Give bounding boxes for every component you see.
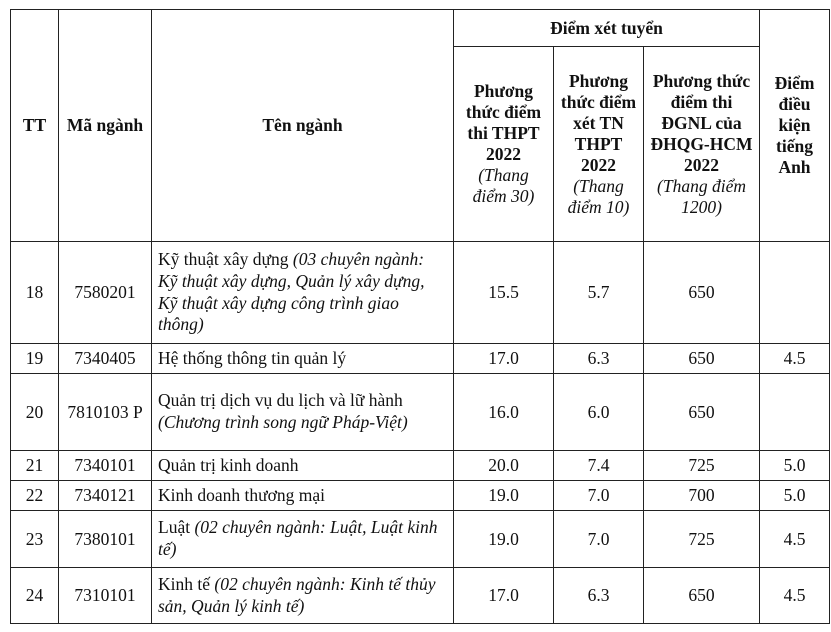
cell-tt: 18 [11, 242, 59, 344]
major-note: (02 chuyên ngành: Kinh tế thủy sản, Quản lý kinh tế) [158, 573, 436, 616]
cell-code: 7340121 [59, 481, 152, 511]
major-name: Luật [158, 517, 195, 538]
header-method-2-title: Phương thức điểm xét TN THPT 2022 [560, 70, 637, 175]
cell-method-1: 19.0 [454, 481, 554, 511]
major-name: Quản trị dịch vụ du lịch và lữ hành [158, 390, 403, 411]
cell-method-3: 725 [644, 511, 760, 568]
cell-method-1: 15.5 [454, 242, 554, 344]
cell-english: 4.5 [760, 568, 830, 624]
cell-method-3: 650 [644, 374, 760, 451]
cell-method-2: 6.0 [554, 374, 644, 451]
header-method-1-note: (Thang điểm 30) [472, 165, 535, 206]
cell-name [152, 511, 454, 568]
cell-code: 7340405 [59, 344, 152, 374]
cell-method-3: 650 [644, 344, 760, 374]
header-english: Điểm điều kiện tiếng Anh [760, 10, 830, 242]
header-name: Tên ngành [152, 10, 454, 242]
cell-tt: 23 [11, 511, 59, 568]
cell-method-2: 6.3 [554, 568, 644, 624]
header-method-2-note: (Thang điểm 10) [567, 175, 630, 217]
cell-code: 7310101 [59, 568, 152, 624]
cell-code: 7380101 [59, 511, 152, 568]
cell-method-2: 7.0 [554, 481, 644, 511]
major-name: Kinh doanh thương mại [158, 484, 325, 505]
cell-name [152, 242, 454, 344]
cell-method-1: 16.0 [454, 374, 554, 451]
header-method-3-title: Phương thức điểm thi ĐGNL của ĐHQG-HCM 2022 [650, 70, 753, 175]
header-tt: TT [11, 10, 59, 242]
header-method-3 [644, 47, 760, 242]
header-method-2 [554, 47, 644, 242]
cell-method-2: 7.0 [554, 511, 644, 568]
table-row [11, 568, 830, 624]
cell-method-2: 6.3 [554, 344, 644, 374]
cell-name [152, 481, 454, 511]
admission-score-table [10, 9, 830, 624]
cell-name [152, 568, 454, 624]
cell-method-3: 650 [644, 568, 760, 624]
cell-name [152, 374, 454, 451]
cell-tt: 21 [11, 451, 59, 481]
table-row [11, 374, 830, 451]
major-name: Quản trị kinh doanh [158, 454, 299, 475]
cell-method-2: 5.7 [554, 242, 644, 344]
cell-method-1: 17.0 [454, 568, 554, 624]
header-code: Mã ngành [59, 10, 152, 242]
table-row [11, 481, 830, 511]
cell-english: 5.0 [760, 481, 830, 511]
table-row [11, 242, 830, 344]
cell-method-1: 19.0 [454, 511, 554, 568]
cell-name [152, 451, 454, 481]
major-name: Kinh tế [158, 573, 215, 594]
header-score-group: Điểm xét tuyển [454, 10, 760, 47]
cell-tt: 22 [11, 481, 59, 511]
major-name: Hệ thống thông tin quản lý [158, 347, 347, 368]
cell-method-3: 725 [644, 451, 760, 481]
cell-method-1: 17.0 [454, 344, 554, 374]
table-row [11, 511, 830, 568]
cell-code: 7810103 P [59, 374, 152, 451]
cell-method-2: 7.4 [554, 451, 644, 481]
cell-english: 5.0 [760, 451, 830, 481]
cell-method-3: 650 [644, 242, 760, 344]
major-note: (Chương trình song ngữ Pháp-Việt) [158, 412, 408, 432]
cell-code: 7340101 [59, 451, 152, 481]
cell-method-3: 700 [644, 481, 760, 511]
header-method-1-title: Phương thức điểm thi THPT 2022 [465, 81, 542, 164]
cell-name [152, 344, 454, 374]
cell-english: 4.5 [760, 344, 830, 374]
cell-english [760, 242, 830, 344]
major-name: Kỹ thuật xây dựng [158, 248, 293, 269]
major-note: (03 chuyên ngành: Kỹ thuật xây dựng, Quản lý xây dựng, Kỹ thuật xây dựng công trình giao thông) [158, 248, 425, 335]
cell-english [760, 374, 830, 451]
header-method-1 [454, 47, 554, 242]
major-note: (02 chuyên ngành: Luật, Luật kinh tế) [158, 517, 438, 559]
cell-tt: 20 [11, 374, 59, 451]
cell-english: 4.5 [760, 511, 830, 568]
cell-tt: 19 [11, 344, 59, 374]
cell-code: 7580201 [59, 242, 152, 344]
table-row [11, 451, 830, 481]
table-row [11, 344, 830, 374]
header-method-3-note: (Thang điểm 1200) [657, 175, 746, 217]
cell-tt: 24 [11, 568, 59, 624]
cell-method-1: 20.0 [454, 451, 554, 481]
